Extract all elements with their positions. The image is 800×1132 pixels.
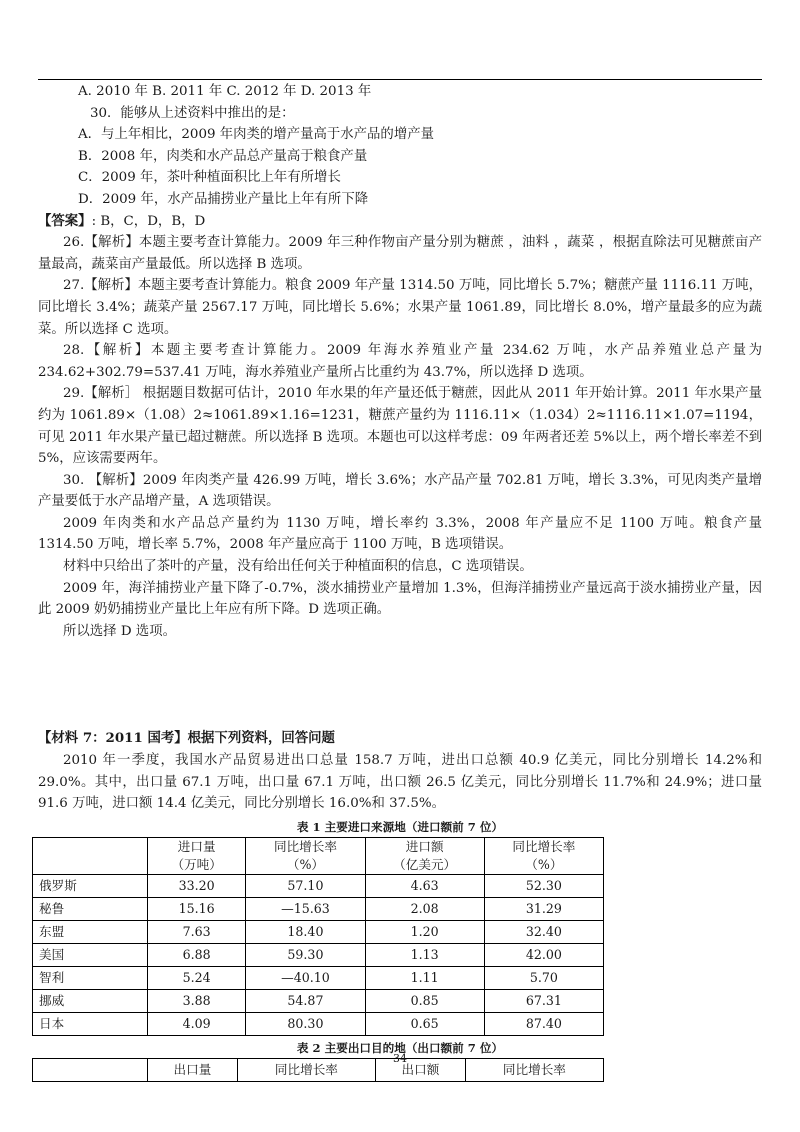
material-7-intro: 2010 年一季度，我国水产品贸易进出口总量 158.7 万吨，进出口总额 40.9 亿美元，同比分别增长 14.2%和 29.0%。其中，出口量 67.1 万吨，出口量 67.1 万吨，出口额 26.5 亿美元，同比分别增长 11.7%和 24.9%；进口量 91.6 万吨，进口额 14.4 亿美元，同比分别增长 16.0%和 37.5%。 [38, 753, 762, 812]
question-30-option-c: C．2009 年，茶叶种植面积比上年有所增长 [78, 170, 341, 186]
table-1 [32, 837, 604, 1036]
answer-line [38, 211, 762, 233]
question-30-stem: 30．能够从上述资料中推出的是： [90, 105, 295, 121]
analysis-26: 26.【解析】本题主要考查计算能力。2009 年三种作物亩产量分别为糖蔗 ，油料 ，蔬菜 ，根据直除法可见糖蔗亩产量最高，蔬菜亩产量最低。所以选择 B 选项。 [38, 235, 762, 272]
analysis-28: 28.【解析】本题主要考查计算能力。2009 年海水养殖业产量 234.62 万吨，水产品养殖业总产量为 234.62+302.79=537.41 万吨，海水养殖业产量所占比重约为 43.7%，所以选择 D 选项。 [38, 343, 762, 380]
table-row: 日本 4.09 80.30 0.65 87.40 [33, 1012, 604, 1035]
table-row: 秘鲁 15.16 —15.63 2.08 31.29 [33, 897, 604, 920]
answer-text: : B，C，D，B，D [91, 213, 206, 229]
table-1-header-row [33, 837, 604, 874]
table-row: 美国 6.88 59.30 1.13 42.00 [33, 943, 604, 966]
table-1-header-cell: 进口额 （亿美元） [365, 837, 484, 874]
header-rule [38, 79, 762, 80]
analysis-30-c: 材料中只给出了茶叶的产量，没有给出任何关于种植面积的信息，C 选项错误。 [63, 559, 533, 575]
table-row: 俄罗斯 33.20 57.10 4.63 52.30 [33, 874, 604, 897]
question-30-option-a: A．与上年相比，2009 年肉类的增产量高于水产品的增产量 [78, 127, 434, 143]
question-30-option-d: D．2009 年，水产品捕捞业产量比上年有所下降 [78, 191, 369, 207]
table-row: 智利 5.24 —40.10 1.11 5.70 [33, 966, 604, 989]
table-2-header-cell: 出口额 [375, 1058, 465, 1081]
table-1-header-cell: 同比增长率 （%） [484, 837, 603, 874]
analysis-29: 29.【解析］ 根据题目数据可估计，2010 年水果的年产量还低于糖蔗，因此从 2011 年开始计算。2011 年水果产量约为 1061.89×（1.08）2≈1061.89×1.16=1231，糖蔗产量约为 1116.11×（1.034）2≈1116.11×1.07=1194，可见 2011 年水果产量已超过糖蔗。所以选择 B 选项。本题也可以这样考虑：09 年两者还差 5%以上，两个增长率差不到 5%，应该需要两年。 [38, 386, 762, 467]
question-30-option-b: B．2008 年，肉类和水产品总产量高于粮食产量 [78, 148, 368, 164]
table-1-header-cell: 同比增长率 （%） [246, 837, 365, 874]
page-number: 34 [393, 1052, 407, 1065]
analysis-30-b: 2009 年肉类和水产品总产量约为 1130 万吨，增长率约 3.3%，2008 年产量应不足 1100 万吨。粮食产量 1314.50 万吨，增长率 5.7%，2008 年产量应高于 1100 万吨，B 选项错误。 [38, 515, 762, 553]
table-row: 挪威 3.88 54.87 0.85 67.31 [33, 989, 604, 1012]
table-1-caption: 表 1 主要进口来源地（进口额前 7 位） [296, 819, 504, 834]
answer-label: 【答案】 [38, 212, 92, 229]
analysis-30-d: 2009 年，海洋捕捞业产量下降了-0.7%，淡水捕捞业产量增加 1.3%，但海洋捕捞业产量远高于淡水捕捞业产量，因此 2009 奶奶捕捞业产量比上年应有所下降。D 选项正确。 [38, 580, 762, 618]
table-row: 东盟 7.63 18.40 1.20 32.40 [33, 920, 604, 943]
table-2-header-cell: 同比增长率 [465, 1058, 603, 1081]
table-2-caption: 表 2 主要出口目的地（出口额前 7 位） [296, 1040, 504, 1055]
analysis-30-conclusion: 所以选择 D 选项。 [63, 623, 176, 639]
analysis-27: 27.【解析】本题主要考查计算能力。粮食 2009 年产量 1314.50 万吨，同比增长 5.7%；糖蔗产量 1116.11 万吨，同比增长 3.4%；蔬菜产量 2567.17 万吨，同比增长 5.6%；水果产量 1061.89，同比增长 8.0%，增产量最多的应为蔬菜。所以选择 C 选项。 [38, 278, 762, 337]
previous-question-options: A. 2010 年 B. 2011 年 C. 2012 年 D. 2013 年 [78, 84, 372, 99]
table-2-header-cell: 出口量 [148, 1058, 238, 1081]
table-2-header-cell: 同比增长率 [237, 1058, 375, 1081]
material-7-heading: 【材料 7：2011 国考】根据下列资料，回答问题 [38, 730, 335, 747]
page-content [38, 81, 762, 1082]
analysis-30-a: 30. 【解析】2009 年肉类产量 426.99 万吨，增长 3.6%；水产品产量 702.81 万吨，增长 3.3%，可见肉类产量增产量要低于水产品增产量，A 选项错误。 [38, 472, 762, 510]
table-1-corner-cell [33, 837, 148, 874]
table-1-header-cell: 进口量 （万吨） [148, 837, 246, 874]
